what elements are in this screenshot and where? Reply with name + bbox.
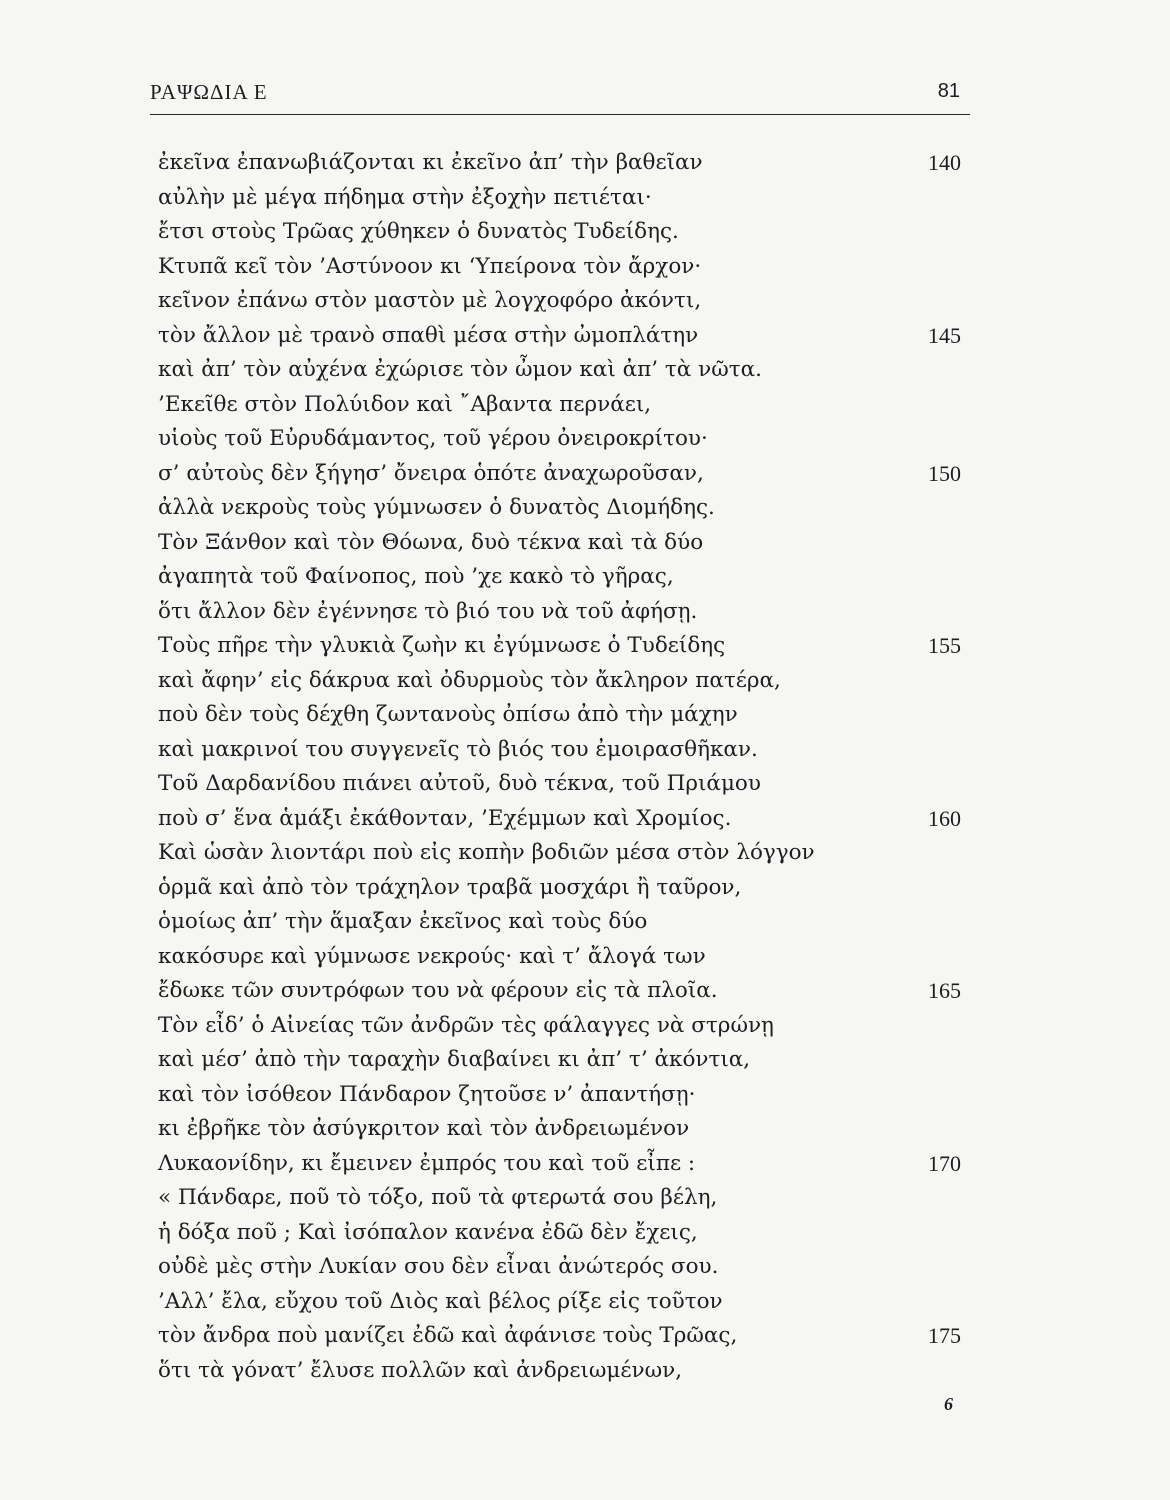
verse-text: τὸν ἄνδρα ποὺ μανίζει ἐδῶ καὶ ἀφάνισε τοὺς Τρῶας, [158,1323,738,1348]
line-number: 175 [928,1323,961,1348]
verse-line [158,974,998,1009]
line-number: 150 [928,460,961,486]
verse-line [158,733,998,768]
verse-text: Καὶ ὡσὰν λιοντάρι ποὺ εἰς κοπὴν βοδιῶν μέσα στὸν λόγγον [158,840,815,865]
verse-line [158,1147,998,1182]
verse-text: Λυκαονίδην, κι ἔμεινεν ἐμπρός του καὶ τοῦ εἶπε : [158,1150,696,1176]
verse-text: Τὸν εἶδ’ ὁ Αἰνείας τῶν ἀνδρῶν τὲς φάλαγγες νὰ στρώνῃ [158,1012,774,1038]
verse-text: ’Αλλ’ ἔλα, εὔχου τοῦ Διὸς καὶ βέλος ρίξε εἰς τοῦτον [158,1288,723,1314]
verse-line [158,698,998,733]
verse-line [158,940,998,975]
verse-line [158,1009,998,1044]
verse-line [158,767,998,802]
verse-text: Τοῦ Δαρδανίδου πιάνει αὐτοῦ, δυὸ τέκνα, τοῦ Πριάμου [158,771,761,796]
verse-text: καὶ μακρινοί του συγγενεῖς τὸ βιός του ἐμοιρασθῆκαν. [158,736,758,762]
verse-text: κι ἐβρῆκε τὸν ἀσύγκριτον καὶ τὸν ἀνδρειωμένον [158,1116,690,1141]
verse-text: αὐλὴν μὲ μέγα πήδημα στὴν ἐξοχὴν πετιέται· [158,184,652,210]
signature-mark: 6 [944,1394,953,1414]
verse-text: ὁμοίως ἀπ’ τὴν ἅμαξαν ἐκεῖνος καὶ τοὺς δύο [158,909,648,934]
verse-line [158,1216,998,1251]
line-number: 170 [928,1150,961,1176]
verse-text: ἐκεῖνα ἐπανωβιάζονται κι ἐκεῖνο ἀπ’ τὴν βαθεῖαν [158,150,703,175]
verse-text: καὶ ἀπ’ τὸν αὐχένα ἐχώρισε τὸν ὦμον καὶ ἀπ’ τὰ νῶτα. [158,357,763,382]
verse-text: σ’ αὐτοὺς δὲν ξήγησ’ ὄνειρα ὁπότε ἀναχωροῦσαν, [158,460,704,486]
verse-line [158,526,998,561]
verse-line [158,560,998,595]
verse-line [158,491,998,526]
line-number: 140 [928,150,961,175]
line-number: 145 [928,322,961,348]
verse-line [158,905,998,940]
verse-line [158,1078,998,1113]
page-number: 81 [937,80,960,102]
verse-line [158,388,998,423]
verse-line [158,457,998,492]
verse-text: καὶ τὸν ἰσόθεον Πάνδαρον ζητοῦσε ν’ ἀπαντήσῃ· [158,1081,696,1107]
page-header [150,80,970,110]
verse-line [158,1250,998,1285]
verse-line [158,250,998,285]
verse-text: ποὺ σ’ ἕνα ἁμάξι ἐκάθονταν, ’Εχέμμων καὶ Χρομίος. [158,805,732,831]
verse-text: ἔτσι στοὺς Τρῶας χύθηκεν ὁ δυνατὸς Τυδείδης. [158,219,679,244]
verse-text: οὐδὲ μὲς στὴν Λυκίαν σου δὲν εἶναι ἀνώτερός σου. [158,1254,719,1279]
verse-text: υἱοὺς τοῦ Εὐρυδάμαντος, τοῦ γέρου ὀνειροκρίτου· [158,426,708,451]
verse-line [158,1043,998,1078]
verse-text: καὶ μέσ’ ἀπὸ τὴν ταραχὴν διαβαίνει κι ἀπ’ τ’ ἀκόντια, [158,1047,751,1072]
verse-line [158,1354,998,1389]
verse-list [158,146,998,1388]
verse-line [158,146,998,181]
verse-line [158,319,998,354]
verse-line [158,284,998,319]
verse-text: ’Εκεῖθε στὸν Πολύιδον καὶ ῎Αβαντα περνάει, [158,391,652,417]
verse-line [158,422,998,457]
verse-text: κεῖνον ἐπάνω στὸν μαστὸν μὲ λογχοφόρο ἀκόντι, [158,288,702,313]
verse-text: καὶ ἄφην’ εἰς δάκρυα καὶ ὀδυρμοὺς τὸν ἄκληρον πατέρα, [158,667,781,693]
verse-text: ἀγαπητὰ τοῦ Φαίνοπος, ποὺ ’χε κακὸ τὸ γῆρας, [158,564,674,589]
verse-text: Τοὺς πῆρε τὴν γλυκιὰ ζωὴν κι ἐγύμνωσε ὁ Τυδείδης [158,633,726,658]
verse-text: ἡ δόξα ποῦ ; Καὶ ἰσόπαλον κανένα ἐδῶ δὲν ἔχεις, [158,1219,698,1245]
verse-line [158,1319,998,1354]
line-number: 165 [928,978,961,1003]
verse-line [158,836,998,871]
verse-text: ἔδωκε τῶν συντρόφων του νὰ φέρουν εἰς τὰ πλοῖα. [158,978,718,1003]
header-rule [150,114,970,115]
verse-line [158,595,998,630]
verse-text: Κτυπᾶ κεῖ τὸν ’Αστύνοον κι ‘Υπείρονα τὸν ἄρχον· [158,253,702,279]
verse-line [158,629,998,664]
verse-line [158,181,998,216]
verse-text: ποὺ δὲν τοὺς δέχθη ζωντανοὺς ὀπίσω ἀπὸ τὴν μάχην [158,702,738,727]
verse-text: « Πάνδαρε, ποῦ τὸ τόξο, ποῦ τὰ φτερωτά σου βέλη, [158,1185,718,1210]
verse-text: ἀλλὰ νεκροὺς τοὺς γύμνωσεν ὁ δυνατὸς Διομήδης. [158,495,715,520]
verse-text: ὁρμᾶ καὶ ἀπὸ τὸν τράχηλον τραβᾶ μοσχάρι ἢ ταῦρον, [158,874,742,900]
verse-text: ὅτι ἄλλον δὲν ἐγέννησε τὸ βιό του νὰ τοῦ ἀφήσῃ. [158,598,698,624]
verse-line [158,802,998,837]
verse-line [158,871,998,906]
verse-line [158,1181,998,1216]
running-title: ΡΑΨΩΔΙΑ Ε [150,80,268,104]
verse-text: τὸν ἄλλον μὲ τρανὸ σπαθὶ μέσα στὴν ὠμοπλάτην [158,322,699,348]
verse-line [158,215,998,250]
verse-line [158,353,998,388]
verse-text: κακόσυρε καὶ γύμνωσε νεκρούς· καὶ τ’ ἄλογά των [158,943,706,969]
verse-text: ὅτι τὰ γόνατ’ ἔλυσε πολλῶν καὶ ἀνδρειωμένων, [158,1357,683,1383]
line-number: 160 [928,805,961,831]
verse-line [158,1112,998,1147]
line-number: 155 [928,633,961,658]
verse-line [158,1285,998,1320]
verse-text: Τὸν Ξάνθον καὶ τὸν Θόωνα, δυὸ τέκνα καὶ τὰ δύο [158,529,704,555]
verse-line [158,664,998,699]
